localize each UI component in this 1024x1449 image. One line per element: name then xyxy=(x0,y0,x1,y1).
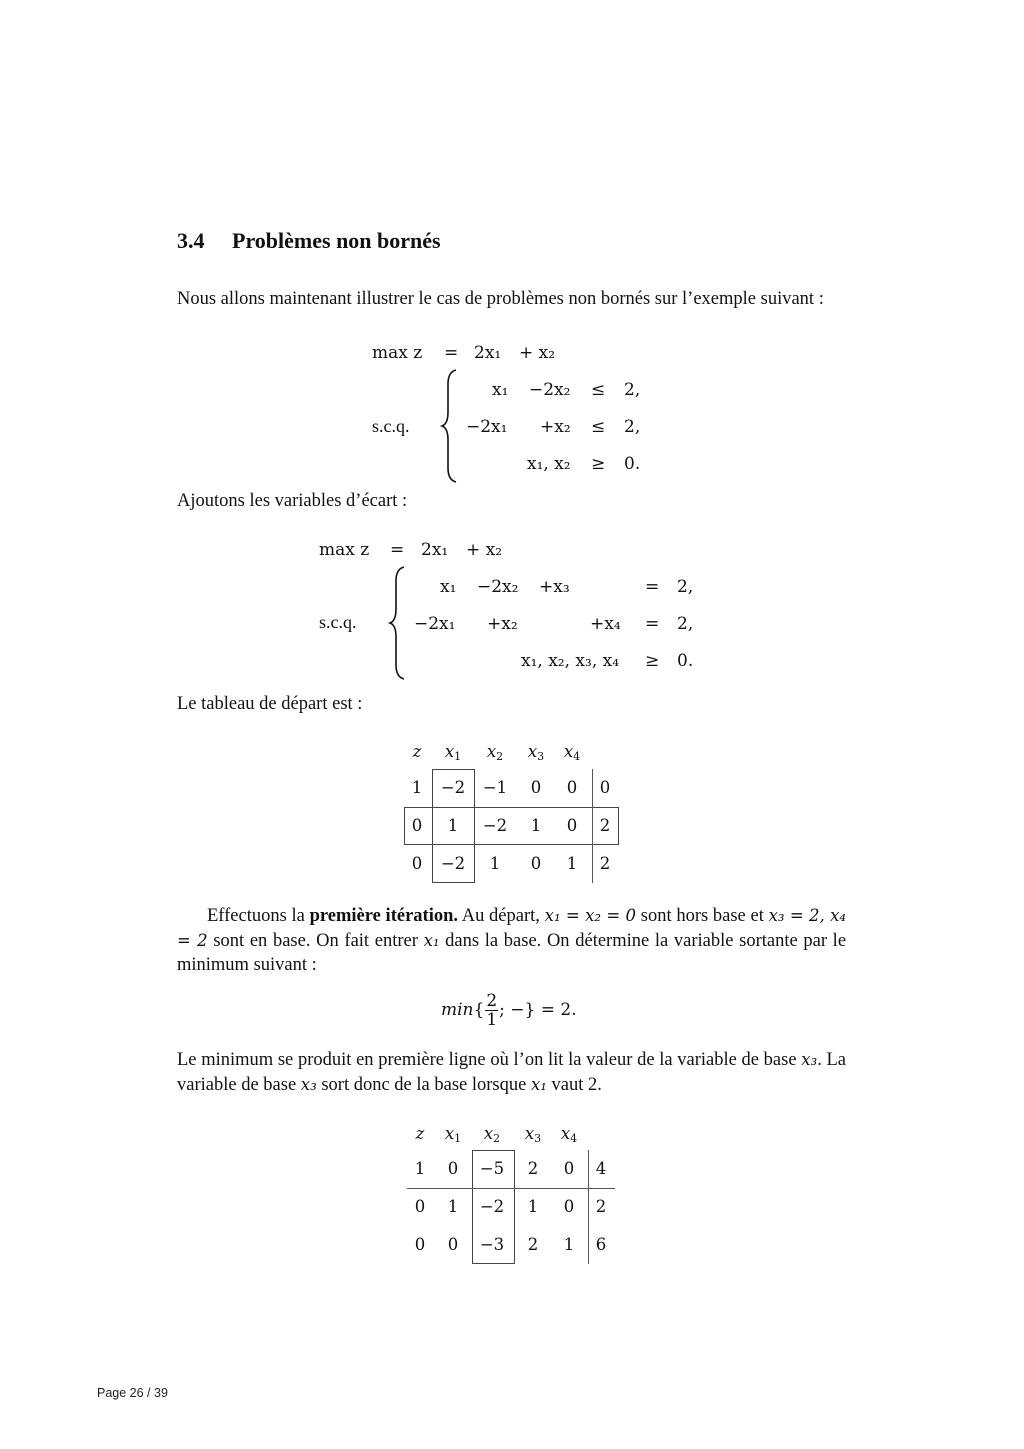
t2-r2-c2: 1 xyxy=(447,1197,459,1216)
t1-r3-c2: −2 xyxy=(440,854,466,873)
t2-r2-c6: 2 xyxy=(595,1197,607,1216)
header-x2: $x_2$ xyxy=(483,1124,501,1145)
intro-paragraph: Nous allons maintenant illustrer le cas de problèmes non bornés sur l’exemple suivant : xyxy=(177,289,824,309)
objective-eq: = xyxy=(390,540,405,560)
t2-r1-c6: 4 xyxy=(595,1159,607,1178)
objective-term-1: 2x₁ xyxy=(474,343,502,363)
rhs-separator xyxy=(588,1150,589,1264)
t2-r1-c5: 0 xyxy=(563,1159,575,1178)
c2-rel: = xyxy=(645,614,660,634)
scq-label: s.c.q. xyxy=(372,416,410,436)
rhs-separator xyxy=(592,769,593,883)
iteration-paragraph: Effectuons la première itération. Au départ, x₁ = x₂ = 0 sont hors base et x₃ = 2, x₄ = 2 sont en base. On fait entrer x₁ dans la base. On détermine la variable sortante par le minimum suivant : xyxy=(177,906,847,975)
t1-r3-c5: 1 xyxy=(566,854,578,873)
t1-r2-c5: 0 xyxy=(566,816,578,835)
c1-term-3: +x₃ xyxy=(539,577,570,597)
c3-rel: ≥ xyxy=(591,454,606,474)
t2-r3-c6: 6 xyxy=(595,1235,607,1254)
entering-var: x₁ xyxy=(423,930,440,950)
t1-r1-c2: −2 xyxy=(440,778,466,797)
scq-label: s.c.q. xyxy=(319,612,357,632)
c1-rel: = xyxy=(645,577,660,597)
t2-r2-c1: 0 xyxy=(414,1197,426,1216)
header-x4: $x_4$ xyxy=(563,742,581,763)
c1-term-2: −2x₂ xyxy=(529,380,571,400)
objective-term-1: 2x₁ xyxy=(421,540,449,560)
t1-r2-c1: 0 xyxy=(411,816,423,835)
t1-r2-c3: −2 xyxy=(482,816,508,835)
min-formula: min{ $\frac{2}{1}$ ; −} = 2. xyxy=(441,991,577,1030)
t1-r1-c3: −1 xyxy=(482,778,508,797)
section-heading xyxy=(177,228,441,254)
c2-rhs: 2, xyxy=(677,614,694,634)
c2-rhs: 2, xyxy=(624,417,641,437)
c2-term-2: +x₂ xyxy=(540,417,571,437)
t1-r3-c3: 1 xyxy=(489,854,501,873)
tableau-intro-paragraph: Le tableau de départ est : xyxy=(177,694,363,714)
t2-r3-c2: 0 xyxy=(447,1235,459,1254)
t1-r2-c4: 1 xyxy=(530,816,542,835)
cond-basic: x₃ = 2, x₄ = 2 xyxy=(177,906,847,950)
t1-r1-c1: 1 xyxy=(411,778,423,797)
t1-r1-c4: 0 xyxy=(530,778,542,797)
pivot-row-box xyxy=(404,807,619,845)
t1-r3-c1: 0 xyxy=(411,854,423,873)
objective-separator xyxy=(407,1188,615,1189)
header-x1: $x_1$ xyxy=(444,742,462,763)
c2-rel: ≤ xyxy=(591,417,606,437)
t2-r1-c4: 2 xyxy=(527,1159,539,1178)
t1-r1-c5: 0 xyxy=(566,778,578,797)
t1-r2-c2: 1 xyxy=(447,816,459,835)
t2-r2-c3: −2 xyxy=(479,1197,505,1216)
t2-r3-c4: 2 xyxy=(527,1235,539,1254)
left-brace-icon xyxy=(388,565,408,681)
c3-term: x₁, x₂, x₃, x₄ xyxy=(521,651,620,671)
objective-lhs: max z xyxy=(319,540,370,560)
t2-r2-c5: 0 xyxy=(563,1197,575,1216)
t1-r3-c4: 0 xyxy=(530,854,542,873)
header-x3: $x_3$ xyxy=(524,1124,542,1145)
section-number: 3.4 xyxy=(177,228,205,253)
c1-rel: ≤ xyxy=(591,380,606,400)
t2-r1-c3: −5 xyxy=(479,1159,505,1178)
objective-eq: = xyxy=(444,343,459,363)
t1-r3-c6: 2 xyxy=(599,854,611,873)
objective-lhs: max z xyxy=(372,343,423,363)
iteration-lead: Effectuons la xyxy=(207,906,305,926)
c2-term-2: +x₂ xyxy=(487,614,518,634)
t2-r1-c2: 0 xyxy=(447,1159,459,1178)
t2-r3-c5: 1 xyxy=(563,1235,575,1254)
c2-term-1: −2x₁ xyxy=(466,417,508,437)
c1-rhs: 2, xyxy=(624,380,641,400)
t2-r2-c4: 1 xyxy=(527,1197,539,1216)
section-title: Problèmes non bornés xyxy=(232,228,441,253)
c3-rhs: 0. xyxy=(624,454,641,474)
c3-rhs: 0. xyxy=(677,651,694,671)
c2-term-4: +x₄ xyxy=(590,614,621,634)
t2-r1-c1: 1 xyxy=(414,1159,426,1178)
iteration-bold: première itération. xyxy=(309,906,458,926)
conclusion-paragraph: Le minimum se produit en première ligne où l’on lit la valeur de la variable de base x₃. La variable de base x₃ sort donc de la base lorsque x₁ vaut 2. xyxy=(177,1050,847,1095)
c3-term: x₁, x₂ xyxy=(527,454,571,474)
header-z: z xyxy=(415,1124,425,1143)
header-x4: $x_4$ xyxy=(560,1124,578,1145)
objective-term-2: + x₂ xyxy=(466,540,503,560)
pivot-column-box xyxy=(472,1150,515,1264)
objective-term-2: + x₂ xyxy=(519,343,556,363)
page-number: Page 26 / 39 xyxy=(97,1386,168,1400)
t2-r3-c3: −3 xyxy=(479,1235,505,1254)
header-x2: $x_2$ xyxy=(486,742,504,763)
left-brace-icon xyxy=(440,368,460,484)
c3-rel: ≥ xyxy=(645,651,660,671)
slack-paragraph: Ajoutons les variables d’écart : xyxy=(177,491,408,511)
c1-term-1: x₁ xyxy=(440,577,457,597)
c2-term-1: −2x₁ xyxy=(414,614,456,634)
fraction: $\frac{2}{1}$ xyxy=(486,991,498,1030)
c1-term-2: −2x₂ xyxy=(477,577,519,597)
c1-rhs: 2, xyxy=(677,577,694,597)
t1-r2-c6: 2 xyxy=(599,816,611,835)
header-x3: $x_3$ xyxy=(527,742,545,763)
t1-r1-c6: 0 xyxy=(599,778,611,797)
header-z: z xyxy=(412,742,422,761)
cond-nonbasic: x₁ = x₂ = 0 xyxy=(544,906,637,925)
c1-term-1: x₁ xyxy=(492,380,509,400)
t2-r3-c1: 0 xyxy=(414,1235,426,1254)
header-x1: $x_1$ xyxy=(444,1124,462,1145)
